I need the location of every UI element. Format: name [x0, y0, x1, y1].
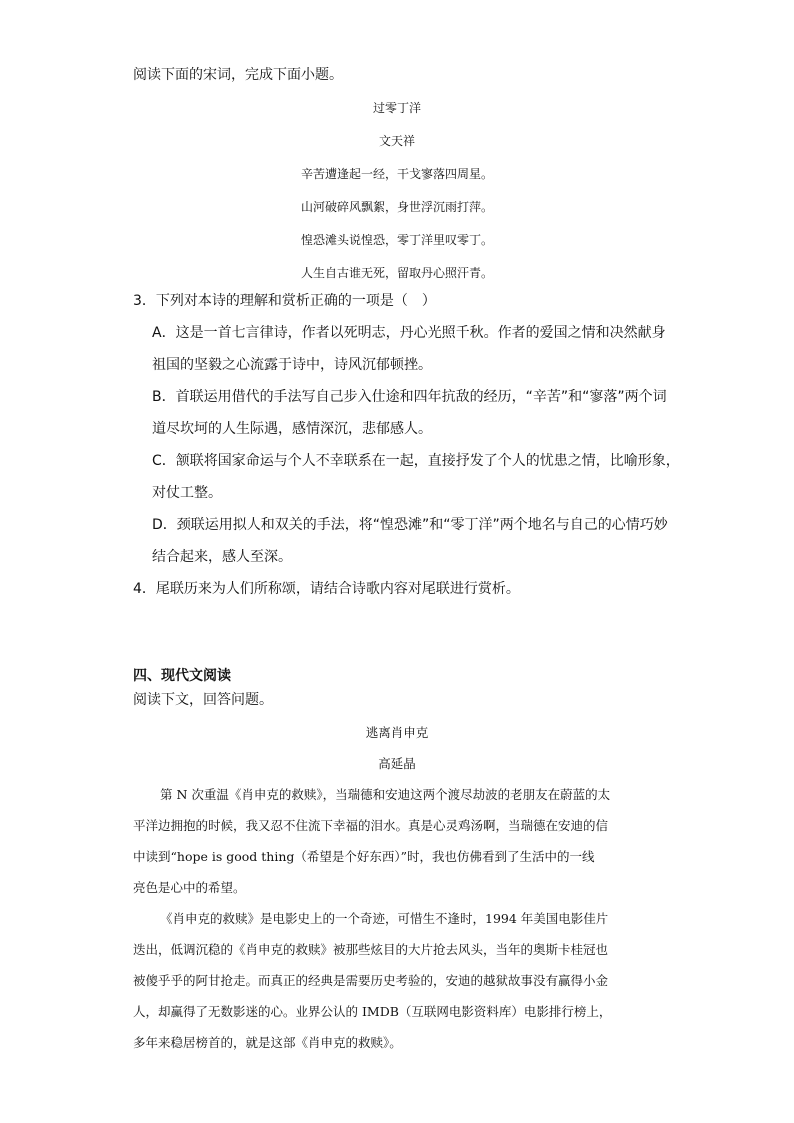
paragraph-line: 《肖申克的救赎》是电影史上的一个奇迹，可惜生不逢时，1994 年美国电影佳片: [160, 911, 609, 926]
paragraph-line: 亮色是心中的希望。: [133, 880, 246, 895]
option-d-line-1: D．颈联运用拟人和双关的手法，将“惶恐滩”和“零丁洋”两个地名与自己的心情巧妙: [152, 517, 668, 533]
paragraph-line: 多年来稳居榜首的，就是这部《肖申克的救赎》。: [133, 1035, 402, 1050]
paragraph-line: 迭出，低调沉稳的《肖申克的救赎》被那些炫目的大片抢去风头，当年的奥斯卡桂冠也: [133, 942, 609, 957]
question-4-stem: 4．尾联历来为人们所称颂，请结合诗歌内容对尾联进行赏析。: [133, 581, 520, 597]
poem-line: 山河破碎风飘絮，身世浮沉雨打萍。: [300, 200, 493, 214]
question-3-stem: 3．下列对本诗的理解和赏析正确的一项是（ ）: [133, 293, 436, 309]
article-title: 逃离肖申克: [365, 725, 429, 740]
paragraph-line: 人，却赢得了无数影迷的心。业界公认的 IMDB（互联网电影资料库）电影排行榜上，: [133, 1004, 612, 1019]
paragraph-line: 平洋边拥抱的时候，我又忍不住流下幸福的泪水。真是心灵鸡汤啊，当瑞德在安迪的信: [133, 818, 609, 833]
poem-line: 惶恐滩头说惶恐，零丁洋里叹零丁。: [300, 233, 493, 247]
reading-instruction: 阅读下文，回答问题。: [133, 692, 273, 708]
paragraph-line: 第 N 次重温《肖申克的救赎》，当瑞德和安迪这两个渡尽劫波的老朋友在蔚蓝的太: [160, 787, 611, 802]
poem-line: 人生自古谁无死，留取丹心照汗青。: [300, 266, 493, 280]
option-b-line-2: 道尽坎坷的人生际遇，感情深沉，悲郁感人。: [152, 421, 432, 437]
option-b-line-1: B．首联运用借代的手法写自己步入仕途和四年抗敌的经历，“辛苦”和“寥落”两个词: [152, 389, 667, 405]
option-c-line-1: C．颔联将国家命运与个人不幸联系在一起，直接抒发了个人的忧患之情，比喻形象，: [152, 453, 680, 469]
option-a-line-1: A．这是一首七言律诗，作者以死明志，丹心光照千秋。作者的爱国之情和决然献身: [152, 325, 666, 341]
poem-author: 文天祥: [378, 134, 415, 148]
article-author: 高延晶: [378, 756, 416, 771]
paragraph-line: 中读到“hope is good thing（希望是个好东西）”时，我也仿佛看到了生活中的一线: [133, 849, 595, 864]
section-heading: 四、现代文阅读: [133, 668, 231, 684]
poem-line: 辛苦遭逢起一经，干戈寥落四周星。: [300, 167, 493, 181]
paragraph-line: 被傻乎乎的阿甘抢走。而真正的经典是需要历史考验的，安迪的越狱故事没有赢得小金: [133, 973, 609, 988]
reading-instruction: 阅读下面的宋词，完成下面小题。: [133, 67, 343, 83]
option-a-line-2: 祖国的坚毅之心流露于诗中，诗风沉郁顿挫。: [152, 357, 432, 373]
option-c-line-2: 对仗工整。: [152, 485, 222, 501]
option-d-line-2: 结合起来，感人至深。: [152, 549, 292, 565]
poem-title: 过零丁洋: [372, 101, 421, 115]
